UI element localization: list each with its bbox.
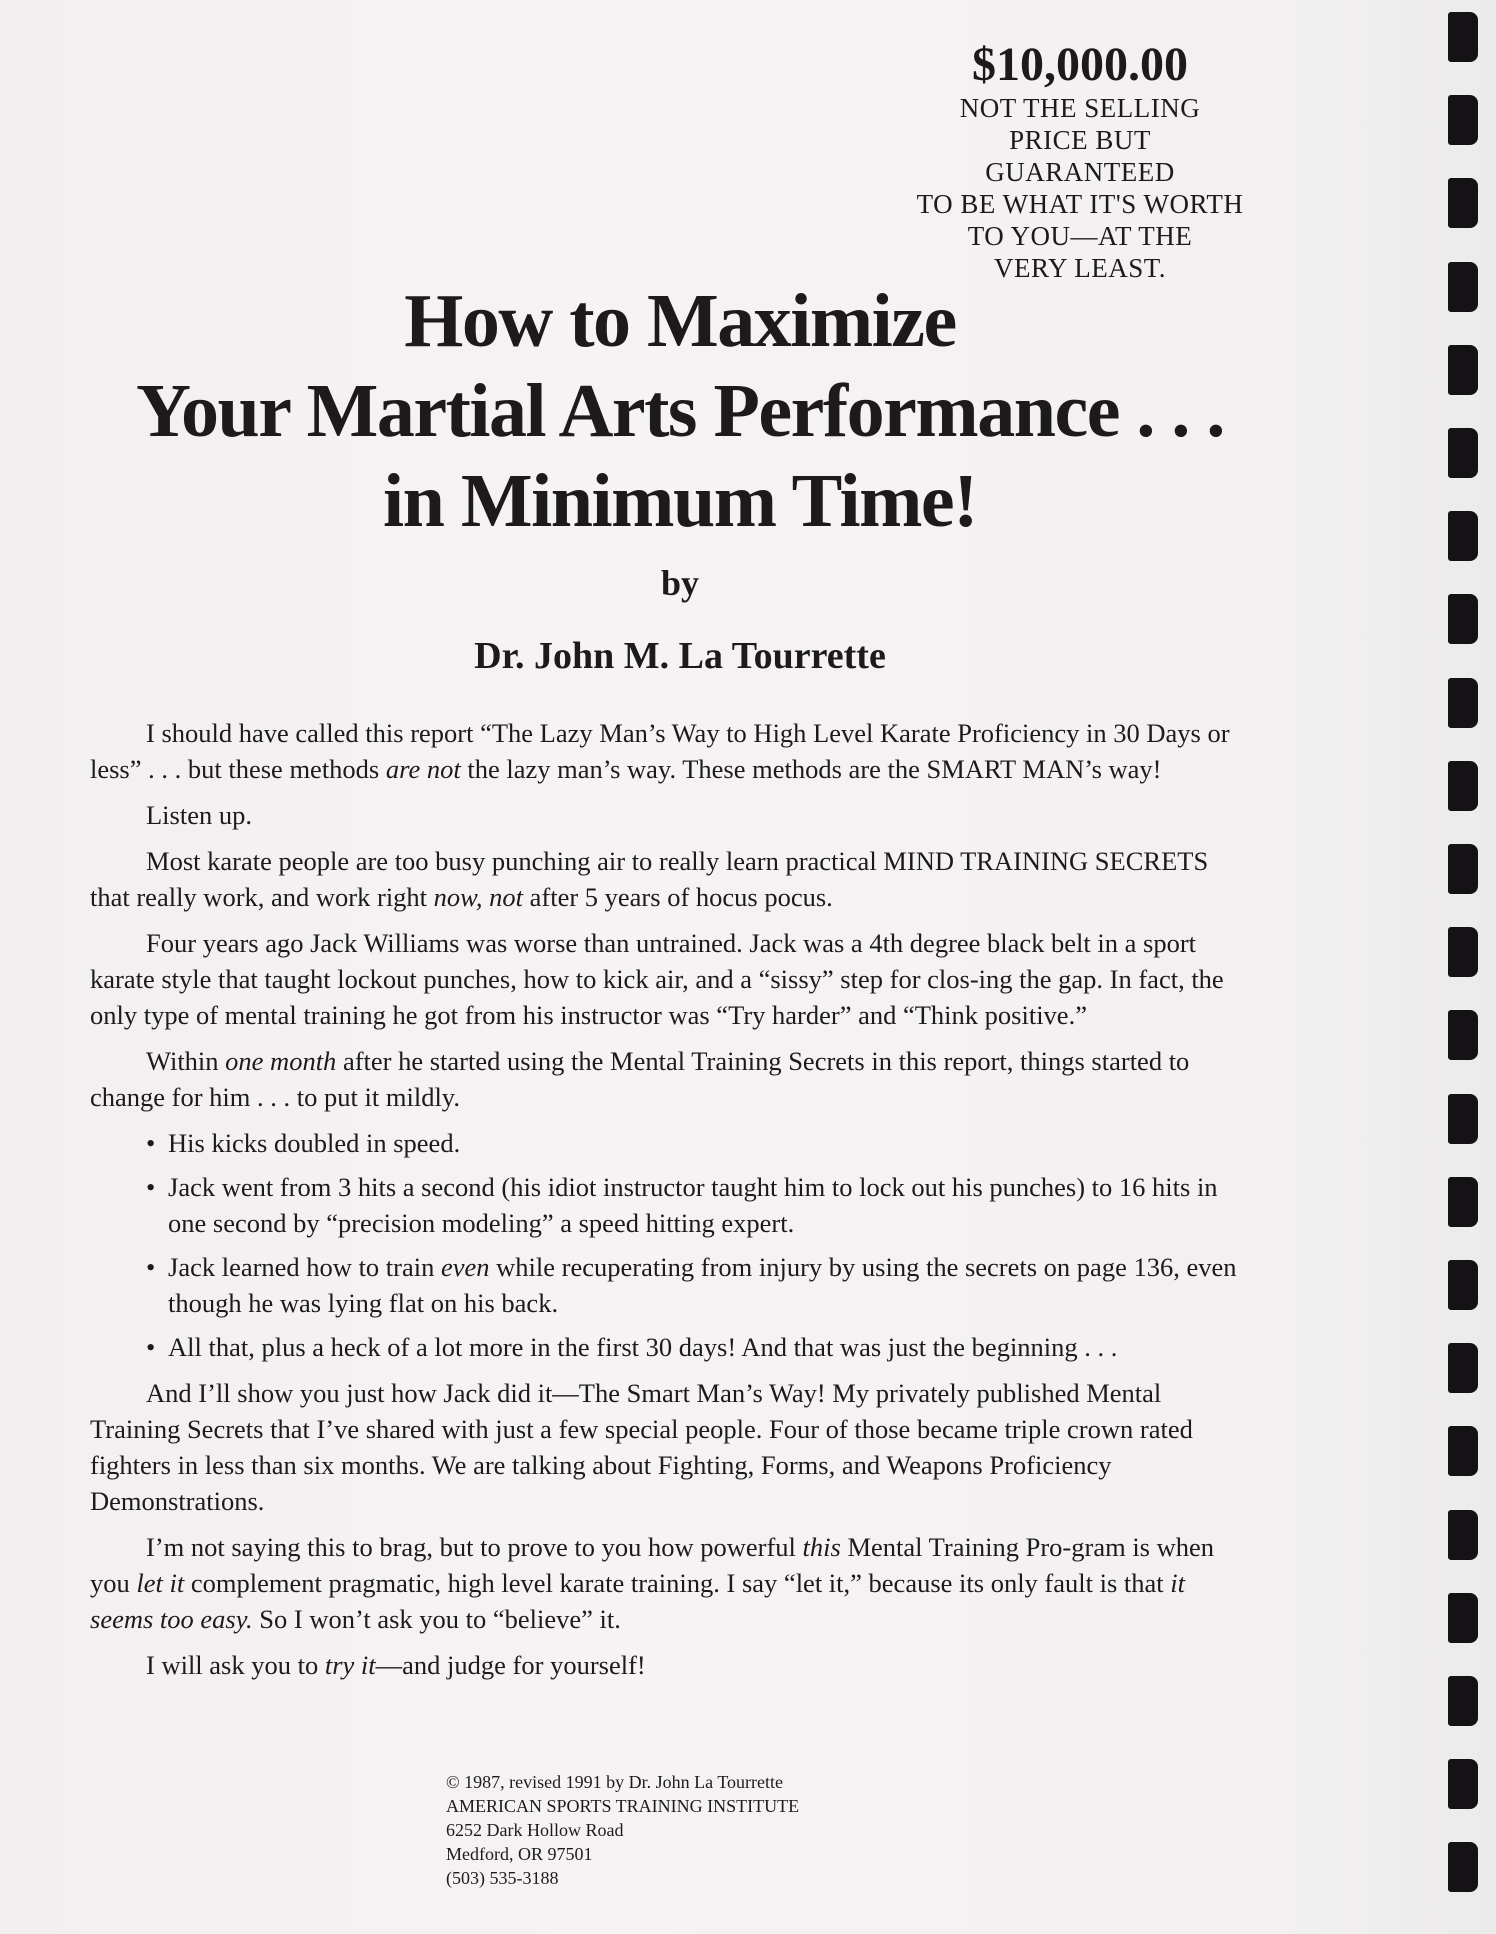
emphasis-text: let it: [136, 1568, 185, 1598]
text-run: —and judge for yourself!: [375, 1650, 646, 1680]
price-callout: [880, 38, 1280, 284]
text-run: complement pragmatic, high level karate training. I say “let it,” because its only fault is that: [184, 1568, 1171, 1598]
bullet-item: [168, 1329, 1252, 1365]
binding-coil: [1448, 1676, 1478, 1726]
title-line: Your Martial Arts Performance . . .: [136, 369, 1224, 453]
text-run: while recuperating from injury by using the secrets on page 136, even though he was lying flat on his back.: [168, 1252, 1237, 1318]
binding-coil: [1448, 345, 1478, 395]
emphasis-text: one month: [225, 1046, 337, 1076]
binding-coil: [1448, 511, 1478, 561]
text-run: I will ask you to: [146, 1650, 325, 1680]
text-run: All that, plus a heck of a lot more in the first 30 days! And that was just the beginning . . .: [168, 1332, 1118, 1362]
binding-coil: [1448, 927, 1478, 977]
text-run: Jack went from 3 hits a second (his idiot instructor taught him to lock out his punches) to 16 hits in one second by “precision modeling” a speed hitting expert.: [168, 1172, 1218, 1238]
binding-coil: [1448, 678, 1478, 728]
text-run: I’m not saying this to brag, but to prove to you how powerful: [146, 1532, 803, 1562]
paragraph: [90, 715, 1252, 787]
binding-coil: [1448, 262, 1478, 312]
title-line: in Minimum Time!: [383, 459, 977, 543]
bullet-item: [168, 1169, 1252, 1241]
emphasis-text: try it: [324, 1650, 376, 1680]
binding-coil: [1448, 1177, 1478, 1227]
paragraph: [90, 1043, 1252, 1115]
emphasis-text: it seems too easy.: [90, 1568, 1186, 1634]
text-run: Listen up.: [146, 800, 252, 830]
text-run: Most karate people are too busy punching air to really learn practical MIND TRAINING SECRETS that really work, and work right: [90, 846, 1209, 912]
binding-coil: [1448, 1593, 1478, 1643]
binding-coil: [1448, 1510, 1478, 1560]
street-address: 6252 Dark Hollow Road: [446, 1820, 624, 1840]
binding-coil: [1448, 12, 1478, 62]
price-note-line: TO YOU—AT THE: [967, 221, 1193, 251]
binding-coil: [1448, 1842, 1478, 1892]
emphasis-text: even: [441, 1252, 490, 1282]
paragraph: [90, 1375, 1252, 1519]
text-run: And I’ll show you just how Jack did it—The Smart Man’s Way! My privately published Mental Training Secrets that I’ve shared with just a few special people. Four of those became triple crown rated fighters in less than six months. We are talking about Fighting, Forms, and Weapons Proficiency Demonstrations.: [90, 1378, 1193, 1516]
paragraph: [90, 797, 1252, 833]
binding-coil: [1448, 1426, 1478, 1476]
text-run: after he started using the Mental Training Secrets in this report, things started to change for him . . . to put it mildly.: [90, 1046, 1190, 1112]
paragraph: [90, 843, 1252, 915]
emphasis-text: now, not: [433, 882, 523, 912]
paragraph: [90, 925, 1252, 1033]
binding-coil: [1448, 428, 1478, 478]
binding-coil: [1448, 1010, 1478, 1060]
text-run: the lazy man’s way. These methods are the SMART MAN’s way!: [460, 754, 1162, 784]
binding-coil: [1448, 844, 1478, 894]
title-line: How to Maximize: [404, 279, 956, 363]
text-run: Jack learned how to train: [168, 1252, 441, 1282]
text-run: after 5 years of hocus pocus.: [523, 882, 833, 912]
page-title: [60, 276, 1300, 546]
bullet-item: [168, 1125, 1252, 1161]
emphasis-text: are not: [385, 754, 461, 784]
body-text: [90, 715, 1252, 1693]
binding-coil: [1448, 1343, 1478, 1393]
paragraph: [90, 1529, 1252, 1637]
binding-coil: [1448, 761, 1478, 811]
city-address: Medford, OR 97501: [446, 1844, 593, 1864]
binding-coil: [1448, 1094, 1478, 1144]
binding-coil: [1448, 1759, 1478, 1809]
price-note-line: TO BE WHAT IT'S WORTH: [916, 189, 1244, 219]
text-run: Mental Training Pro-gram is when you: [90, 1532, 1215, 1598]
price-note-line: NOT THE SELLING: [959, 93, 1201, 123]
phone-number: (503) 535-3188: [446, 1868, 559, 1888]
author-name: Dr. John M. La Tourrette: [474, 635, 886, 677]
price-note-line: PRICE BUT: [1009, 125, 1151, 155]
binding-coil: [1448, 594, 1478, 644]
publisher-name: AMERICAN SPORTS TRAINING INSTITUTE: [446, 1796, 800, 1816]
binding-coil: [1448, 1260, 1478, 1310]
binding-coil: [1448, 95, 1478, 145]
publisher-info: [446, 1770, 799, 1890]
text-run: His kicks doubled in speed.: [168, 1128, 461, 1158]
paragraph: [90, 1647, 1252, 1683]
price-note-line: VERY LEAST.: [994, 253, 1166, 283]
bullet-list: [90, 1125, 1252, 1365]
price-amount: $10,000.00: [972, 38, 1188, 91]
copyright-line: © 1987, revised 1991 by Dr. John La Tourrette: [446, 1772, 784, 1792]
by-label: by: [660, 563, 700, 603]
spiral-binding: [1448, 0, 1496, 1934]
text-run: Within: [146, 1046, 226, 1076]
text-run: I should have called this report “The Lazy Man’s Way to High Level Karate Proficiency in 30 Days or less” . . . but these methods: [90, 718, 1230, 784]
binding-coil: [1448, 178, 1478, 228]
bullet-item: [168, 1249, 1252, 1321]
emphasis-text: this: [802, 1532, 841, 1562]
price-note-line: GUARANTEED: [985, 157, 1175, 187]
text-run: Four years ago Jack Williams was worse than untrained. Jack was a 4th degree black belt in a sport karate style that taught lockout punches, how to kick air, and a “sissy” step for clos-ing the gap. In fact, the only type of mental training he got from his instructor was “Try harder” and “Think positive.”: [90, 928, 1224, 1030]
text-run: So I won’t ask you to “believe” it.: [252, 1604, 621, 1634]
